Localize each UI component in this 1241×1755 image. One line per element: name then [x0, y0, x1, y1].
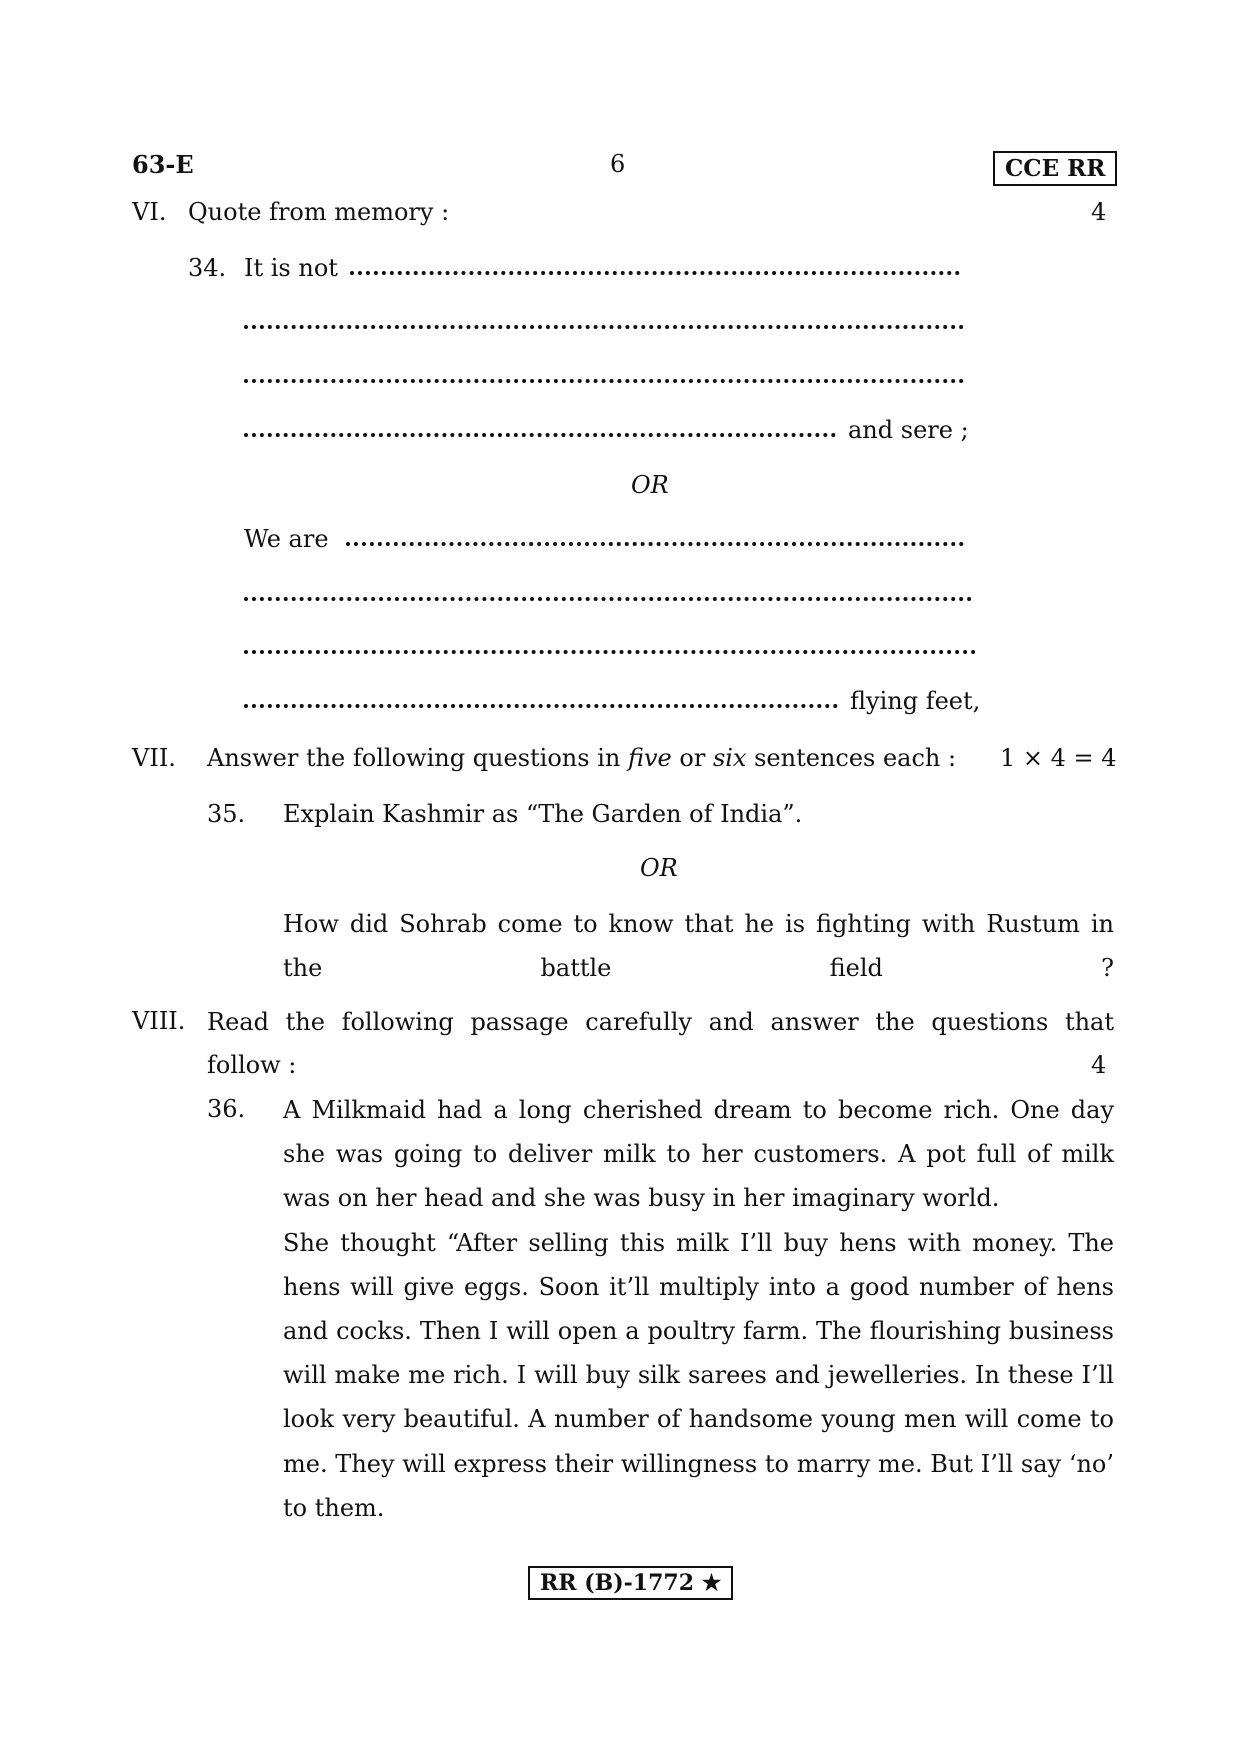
passage — [283, 1088, 1114, 1530]
q35-number: 35. — [207, 800, 246, 828]
section-vii-title — [207, 744, 956, 772]
answer-line[interactable] — [244, 704, 838, 708]
section-vii-title-prefix: Answer the following questions in — [207, 744, 628, 772]
section-vii-title-suffix: sentences each : — [746, 744, 957, 772]
section-vii-title-six: six — [712, 744, 747, 772]
section-viii-roman: VIII. — [132, 1007, 186, 1035]
paper-code: 63-E — [132, 150, 194, 179]
section-viii-title-line2: follow : — [207, 1051, 297, 1079]
section-vii-title-five: five — [627, 744, 672, 772]
series-box: CCE RR — [993, 151, 1117, 186]
passage-paragraph-1: A Milkmaid had a long cherished dream to become rich. One day she was going to deliver milk to her customers. A pot full of milk was on her head and she was busy in her imaginary world. — [283, 1096, 1114, 1213]
q34-or: OR — [631, 471, 669, 499]
q35-or: OR — [640, 854, 678, 882]
answer-line[interactable] — [244, 597, 972, 601]
q34-option2-end: flying feet, — [850, 687, 981, 715]
section-vii-marks: 1 × 4 = 4 — [1000, 744, 1117, 772]
section-viii-marks: 4 — [1091, 1051, 1107, 1079]
footer-code-box: RR (B)-1772 ★ — [528, 1566, 733, 1600]
answer-line[interactable] — [350, 271, 960, 275]
q36-number: 36. — [207, 1095, 246, 1123]
section-vi-marks: 4 — [1091, 198, 1107, 226]
q34-option1-end: and sere ; — [848, 416, 969, 444]
answer-line[interactable] — [244, 379, 964, 383]
section-viii-title-block — [207, 1000, 1114, 1088]
q35-option2: How did Sohrab come to know that he is fighting with Rustum in the battle field ? — [283, 910, 1114, 983]
answer-line[interactable] — [244, 433, 836, 437]
page-number: 6 — [610, 150, 626, 178]
section-vi-roman: VI. — [132, 198, 167, 226]
section-vii-title-or: or — [671, 744, 713, 772]
section-viii-title-line1: Read the following passage carefully and answer the questions that — [207, 1008, 1114, 1036]
q35-option1: Explain Kashmir as “The Garden of India”. — [283, 800, 803, 828]
section-vii-roman: VII. — [132, 744, 176, 772]
section-vi-title: Quote from memory : — [188, 198, 450, 226]
answer-line[interactable] — [346, 542, 964, 546]
q34-option2-start: We are — [244, 525, 329, 553]
passage-paragraph-2: She thought “After selling this milk I’ll buy hens with money. The hens will give eggs. Soon it’ll multiply into a good number of hens and cocks. Then I will open a poultry farm. The flourishing business will make me rich. I will buy silk sarees and jewelleries. In these I’ll look very beautiful. A number of handsome young men will come to me. They will express their willingness to marry me. But I’ll say ‘no’ to them. — [283, 1228, 1114, 1522]
q34-number: 34. — [188, 254, 227, 282]
answer-line[interactable] — [244, 650, 976, 654]
answer-line[interactable] — [244, 325, 964, 329]
q34-option1-start: It is not — [244, 254, 338, 282]
